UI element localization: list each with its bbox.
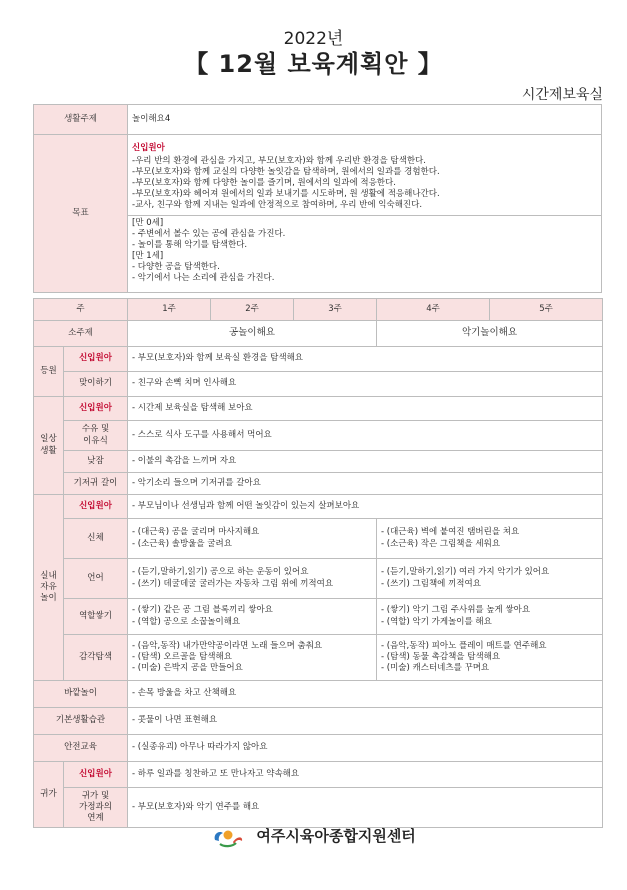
goal-line: - 악기에서 나는 소리에 관심을 가진다. <box>132 273 275 284</box>
home-link-label: 귀가 및 가정과의 연계 <box>64 788 128 828</box>
plan-year: 2022년 <box>283 29 344 49</box>
goal-line: -부모(보호자)와 함께 다양한 놀이를 즐기며, 원에서의 일과에 적응한다. <box>132 177 396 188</box>
greet-label: 맞이하기 <box>64 372 128 397</box>
theme-value: 놀이해요4 <box>128 105 602 135</box>
indoor-row-right: - (대근육) 벽에 붙여진 탬버린을 쳐요 - (소근육) 작은 그림책을 세워요 <box>377 519 603 559</box>
home-newborn-label: 신입원아 <box>64 762 128 788</box>
indoor-newborn: - 부모님이나 선생님과 함께 어떤 놀잇감이 있는지 살펴보아요 <box>128 495 603 519</box>
goal-line: - 다양한 공을 탐색한다. <box>132 262 220 273</box>
arrival-newborn: - 부모(보호자)와 함께 보육실 환경을 탐색해요 <box>128 347 603 372</box>
home-newborn: - 하루 일과를 칭찬하고 또 만나자고 약속해요 <box>128 762 603 788</box>
goal-age0-title: [만 0세] <box>132 218 164 228</box>
arrival-label: 등원 <box>34 347 64 397</box>
subtheme-label: 소주제 <box>34 321 128 347</box>
indoor-row-right: - (쌓기) 악기 그림 주사위를 높게 쌓아요 - (역할) 악기 가게놀이를 해요 <box>377 599 603 635</box>
page-title: 【 12월 보육계획안 】 <box>184 50 443 78</box>
daily-label: 일상 생활 <box>34 397 64 495</box>
meal-value: - 스스로 식사 도구를 사용해서 먹어요 <box>128 421 603 451</box>
indoor-row-label: 신체 <box>64 519 128 559</box>
goal-age1-title: [만 1세] <box>132 251 164 262</box>
week-4: 4주 <box>377 299 490 321</box>
subtheme-ball: 공놀이해요 <box>128 321 377 347</box>
footer-logo <box>0 825 627 848</box>
goal-line: -부모(보호자)와 헤어져 원에서의 일과 보내기를 시도하며, 원 생활에 적응해나간다. <box>132 188 440 199</box>
nap-label: 낮잠 <box>64 451 128 473</box>
safety-value: - (실종유괴) 아무나 따라가지 않아요 <box>128 735 603 762</box>
diaper-value: - 악기소리 들으며 기저귀를 갈아요 <box>128 473 603 495</box>
goal-table <box>33 104 602 293</box>
subtheme-instrument: 악기놀이해요 <box>377 321 603 347</box>
indoor-row-right: - (듣기,말하기,읽기) 여러 가지 악기가 있어요 - (쓰기) 그림책에 끼적여요 <box>377 559 603 599</box>
home-link-value: - 부모(보호자)와 악기 연주를 해요 <box>128 788 603 828</box>
org-name: 여주시육아종합지원센터 <box>256 827 416 845</box>
plan-table <box>33 298 603 828</box>
week-1: 1주 <box>128 299 211 321</box>
indoor-label: 실내 자유 놀이 <box>34 495 64 681</box>
indoor-row-right: - (음악,동작) 피아노 플레이 매트를 연주해요 - (탐색) 동물 촉감책을 탐색해요 - (미술) 캐스터네츠를 꾸며요 <box>377 635 603 681</box>
habit-label: 기본생활습관 <box>34 708 128 735</box>
habit-value: - 콧물이 나면 표현해요 <box>128 708 603 735</box>
week-3: 3주 <box>294 299 377 321</box>
goal-line: -부모(보호자)와 함께 교실의 다양한 놀잇감을 탐색하며, 원에서의 일과를 경험한다. <box>132 166 440 177</box>
nap-value: - 이불의 촉감을 느끼며 자요 <box>128 451 603 473</box>
daily-newborn: - 시간제 보육실을 탐색해 보아요 <box>128 397 603 421</box>
goal-line: - 주변에서 볼수 있는 공에 관심을 가진다. <box>132 229 286 240</box>
daily-newborn-label: 신입원아 <box>64 397 128 421</box>
diaper-label: 기저귀 갈이 <box>64 473 128 495</box>
goal-label: 목표 <box>34 135 128 293</box>
home-label: 귀가 <box>34 762 64 828</box>
week-5: 5주 <box>490 299 603 321</box>
goal-line: -우리 반의 환경에 관심을 가지고, 부모(보호자)와 함께 우리반 환경을 탐색한다. <box>132 155 426 166</box>
outdoor-value: - 손목 방울을 차고 산책해요 <box>128 681 603 708</box>
org-logo-icon <box>211 826 245 848</box>
indoor-row-left: - (듣기,말하기,읽기) 공으로 하는 운동이 있어요 - (쓰기) 데굴데굴 굴러가는 자동차 그림 위에 끼적여요 <box>128 559 377 599</box>
theme-label: 생활주제 <box>34 105 128 135</box>
goal-newborn-lines <box>132 156 597 211</box>
indoor-newborn-label: 신입원아 <box>64 495 128 519</box>
greet-value: - 친구와 손뼉 치며 인사해요 <box>128 372 603 397</box>
outdoor-label: 바깥놀이 <box>34 681 128 708</box>
indoor-row-label: 감각탐색 <box>64 635 128 681</box>
indoor-row-label: 역할쌓기 <box>64 599 128 635</box>
safety-label: 안전교육 <box>34 735 128 762</box>
week-label: 주 <box>34 299 128 321</box>
week-2: 2주 <box>211 299 294 321</box>
arrival-newborn-label: 신입원아 <box>64 347 128 372</box>
goal-newborn-title: 신입원아 <box>132 142 165 153</box>
room-name: 시간제보육실 <box>521 87 603 103</box>
goal-line: - 놀이를 통해 악기를 탐색한다. <box>132 240 248 251</box>
goal-content <box>128 135 602 293</box>
goal-line: -교사, 친구와 함께 지내는 일과에 안정적으로 참여하며, 우리 반에 익숙해진다. <box>132 199 423 210</box>
meal-label: 수유 및 이유식 <box>64 421 128 451</box>
indoor-row-left: - (대근육) 공을 굴리며 마사지해요 - (소근육) 솔방울을 굴려요 <box>128 519 377 559</box>
indoor-row-left: - (음악,동작) 내가만약공이라면 노래 들으며 춤춰요 - (탐색) 오르골을 탐색해요 - (미술) 은박지 공을 만들어요 <box>128 635 377 681</box>
indoor-row-left: - (쌓기) 같은 공 그림 블록끼리 쌓아요 - (역할) 공으로 소꿉놀이해요 <box>128 599 377 635</box>
indoor-row-label: 언어 <box>64 559 128 599</box>
